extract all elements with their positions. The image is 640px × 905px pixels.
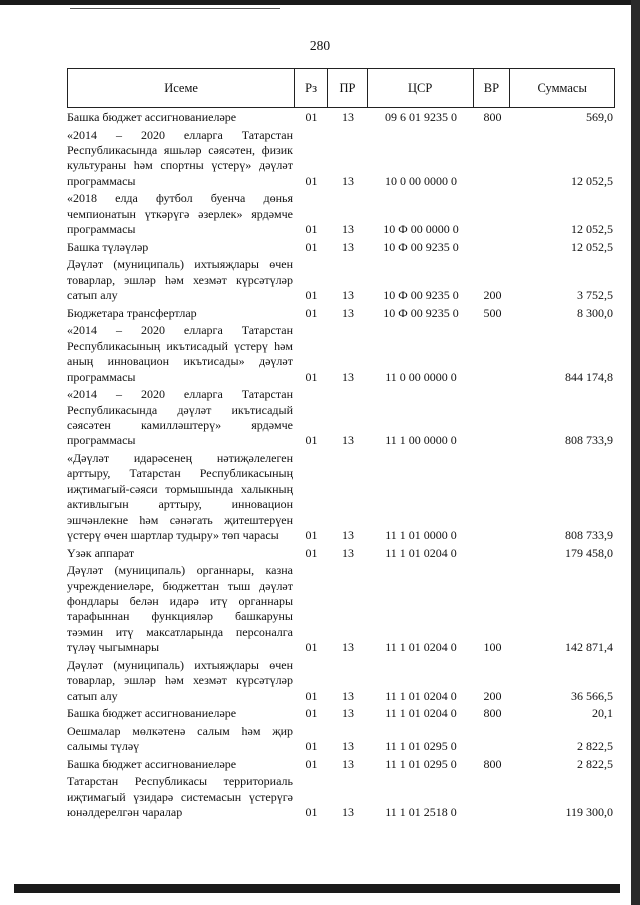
header-pr: ПР — [328, 69, 368, 107]
cell-csr: 10 Ф 00 9235 0 — [383, 288, 459, 303]
cell-name: «2014 – 2020 елларга Татарстан Республикасында яшьләр сәясәтен, физик культураны һәм спортны үстерү» дәүләт программасы — [67, 127, 293, 188]
cell-name: Башка түләүләр — [67, 239, 149, 254]
cell-csr: 11 1 01 0204 0 — [385, 706, 457, 721]
header-csr: ЦСР — [368, 69, 474, 107]
cell-rz: 01 — [305, 739, 318, 754]
cell-name: Башка бюджет ассигнованиеләре — [67, 756, 237, 771]
cell-name: «2018 елда футбол буенча дөнья чемпионатын үткәрүгә әзерлек» ярдәмче программасы — [67, 191, 293, 237]
cell-sum: 142 871,4 — [565, 640, 613, 655]
cell-rz: 01 — [305, 528, 318, 543]
cell-name: «2014 – 2020 елларга Татарстан Республикасында дәүләт икътисадый сәясәтен камилләштерү» ярдәмче программасы — [67, 387, 293, 448]
cell-vr: 200 — [483, 288, 502, 303]
cell-name: Башка бюджет ассигнованиеләре — [67, 110, 237, 124]
cell-sum: 844 174,8 — [565, 369, 613, 384]
cell-pr: 13 — [342, 640, 354, 655]
cell-name: Үзәк аппарат — [67, 545, 135, 560]
cell-vr: 200 — [483, 688, 502, 703]
cell-pr: 13 — [342, 805, 354, 820]
cell-pr: 13 — [342, 739, 354, 754]
cell-pr: 13 — [342, 369, 354, 384]
table-row — [67, 774, 615, 820]
scan-border-right — [631, 0, 640, 905]
cell-name: «Дәүләт идарәсенең нәтиҗәлелеген арттыру, Татарстан Республикасының иҗтимагый-сәяси тормышында халыкның активлыгын арттыру, инновацион эшчәнлекне һәм сәнәгать җитештерүен үстерү өчен шартлар тудыру» төп чарасы — [67, 451, 293, 543]
table-header — [67, 68, 615, 108]
budget-table — [67, 68, 615, 821]
cell-csr: 10 0 00 0000 0 — [385, 173, 457, 188]
cell-rz: 01 — [305, 222, 318, 237]
cell-csr: 10 Ф 00 9235 0 — [383, 305, 459, 320]
cell-rz: 01 — [305, 288, 318, 303]
cell-name: Дәүләт (муниципаль) органнары, казна учреждениеләре, бюджеттан тыш дәүләт фондлары белән идарә итү органнары тарафыннан функцияләр башкаруны тәэмин итү максатларында персоналга түләү чыгымнары — [67, 563, 293, 655]
cell-sum: 3 752,5 — [577, 288, 613, 303]
cell-sum: 569,0 — [586, 110, 613, 124]
cell-pr: 13 — [342, 706, 354, 721]
cell-pr: 13 — [342, 305, 354, 320]
cell-csr: 11 1 01 0204 0 — [385, 640, 457, 655]
cell-pr: 13 — [342, 688, 354, 703]
cell-pr: 13 — [342, 110, 354, 124]
cell-pr: 13 — [342, 173, 354, 188]
cell-sum: 808 733,9 — [565, 433, 613, 448]
cell-name: Оешмалар мөлкәтенә салым һәм җир салымы түләү — [67, 723, 293, 754]
cell-rz: 01 — [305, 173, 318, 188]
table-row — [67, 191, 615, 237]
scan-border-bottom — [14, 884, 620, 893]
cell-pr: 13 — [342, 239, 354, 254]
table-row — [67, 387, 615, 449]
cell-sum: 12 052,5 — [571, 222, 613, 237]
page-number: 280 — [309, 38, 331, 53]
cell-rz: 01 — [305, 688, 318, 703]
cell-sum: 20,1 — [592, 706, 613, 721]
table-row — [67, 110, 615, 125]
table-row — [67, 724, 615, 755]
cell-csr: 11 1 01 0204 0 — [385, 545, 457, 560]
cell-csr: 11 1 00 0000 0 — [385, 433, 457, 448]
cell-pr: 13 — [342, 222, 354, 237]
table-row — [67, 240, 615, 255]
cell-sum: 2 822,5 — [577, 739, 613, 754]
table-body — [67, 110, 615, 821]
header-sum: Суммасы — [537, 80, 587, 95]
cell-pr: 13 — [342, 288, 354, 303]
cell-sum: 12 052,5 — [571, 173, 613, 188]
cell-rz: 01 — [305, 369, 318, 384]
cell-vr: 100 — [483, 640, 502, 655]
scan-artifact-line — [70, 8, 280, 9]
cell-sum: 119 300,0 — [565, 805, 613, 820]
cell-vr: 800 — [483, 756, 502, 771]
cell-pr: 13 — [342, 528, 354, 543]
cell-csr: 11 0 00 0000 0 — [385, 369, 457, 384]
cell-rz: 01 — [305, 805, 318, 820]
cell-pr: 13 — [342, 433, 354, 448]
cell-vr: 800 — [483, 110, 502, 124]
cell-rz: 01 — [305, 756, 318, 771]
cell-rz: 01 — [305, 110, 318, 124]
cell-vr: 800 — [483, 706, 502, 721]
cell-name: Дәүләт (муниципаль) ихтыяҗлары өчен товарлар, эшләр һәм хезмәт күрсәтүләр сатып алу — [67, 657, 293, 703]
cell-vr: 500 — [483, 305, 502, 320]
cell-rz: 01 — [305, 239, 318, 254]
header-vr: ВР — [474, 69, 511, 107]
cell-sum: 808 733,9 — [565, 528, 613, 543]
table-row — [67, 706, 615, 721]
cell-csr: 10 Ф 00 0000 0 — [383, 222, 459, 237]
table-row — [67, 563, 615, 655]
cell-csr: 11 1 01 0295 0 — [385, 756, 457, 771]
table-row — [67, 658, 615, 704]
cell-csr: 11 1 01 0295 0 — [385, 739, 457, 754]
header-name: Исеме — [68, 69, 295, 107]
table-row — [67, 757, 615, 772]
cell-name: Татарстан Республикасы территориаль иҗтимагый үзидарә системасын үстерүгә юнәлдерелгән чаралар — [67, 774, 293, 820]
cell-pr: 13 — [342, 545, 354, 560]
cell-name: Дәүләт (муниципаль) ихтыяҗлары өчен товарлар, эшләр һәм хезмәт күрсәтүләр сатып алу — [67, 257, 293, 303]
cell-rz: 01 — [305, 433, 318, 448]
cell-csr: 11 1 01 0000 0 — [385, 528, 457, 543]
table-row — [67, 546, 615, 561]
table-row — [67, 128, 615, 190]
table-row — [67, 323, 615, 385]
cell-name: Башка бюджет ассигнованиеләре — [67, 706, 237, 721]
cell-rz: 01 — [305, 305, 318, 320]
cell-name: Бюджетара трансфертлар — [67, 305, 197, 320]
cell-sum: 2 822,5 — [577, 756, 613, 771]
cell-rz: 01 — [305, 545, 318, 560]
cell-csr: 10 Ф 00 9235 0 — [383, 239, 459, 254]
cell-csr: 11 1 01 0204 0 — [385, 688, 457, 703]
table-row — [67, 306, 615, 321]
cell-sum: 8 300,0 — [577, 305, 613, 320]
cell-sum: 12 052,5 — [571, 239, 613, 254]
cell-rz: 01 — [305, 706, 318, 721]
scan-border-top — [0, 0, 640, 5]
header-rz: Рз — [295, 69, 328, 107]
cell-rz: 01 — [305, 640, 318, 655]
cell-pr: 13 — [342, 756, 354, 771]
cell-sum: 36 566,5 — [571, 688, 613, 703]
cell-sum: 179 458,0 — [565, 545, 613, 560]
table-row — [67, 257, 615, 303]
cell-csr: 09 6 01 9235 0 — [385, 110, 457, 124]
cell-csr: 11 1 01 2518 0 — [385, 805, 457, 820]
table-row — [67, 451, 615, 543]
cell-name: «2014 – 2020 елларга Татарстан Республикасының икътисадый үстерү һәм аның инновацион икътисады» дәүләт программасы — [67, 323, 293, 384]
